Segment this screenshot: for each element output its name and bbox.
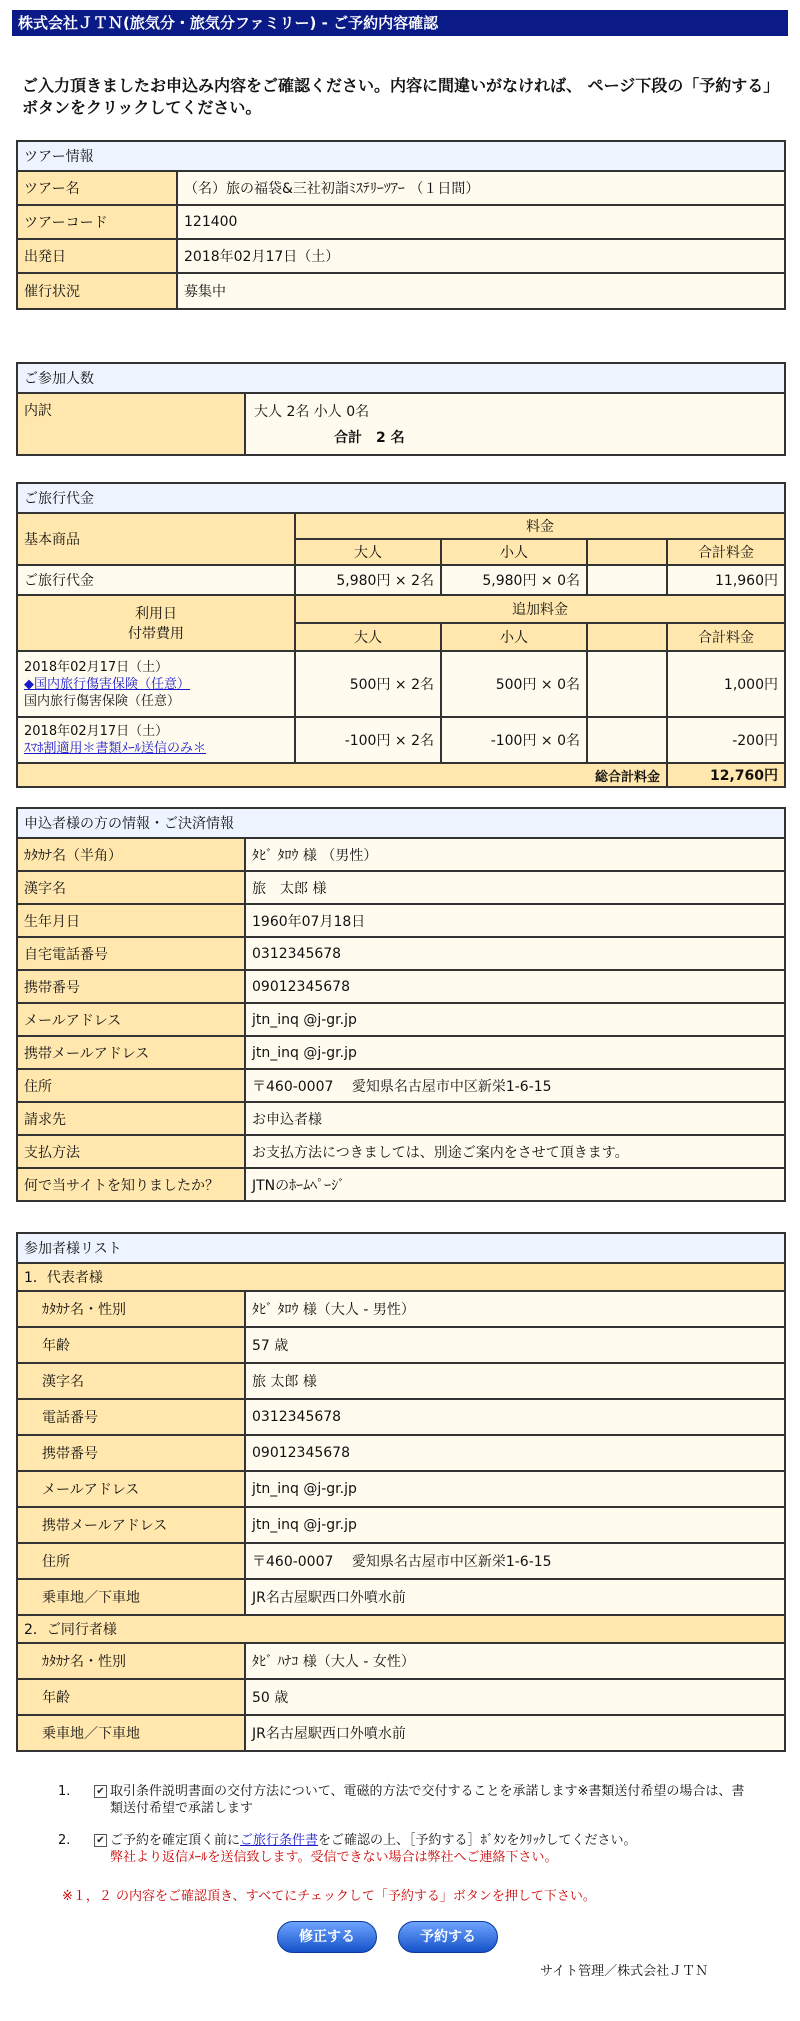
extra-item-2-date: 2018年02月17日（土） [24,724,169,739]
participants-heading: ご参加人数 [17,363,785,393]
applicant-kana-label: ｶﾀｶﾅ名（半角） [17,838,245,871]
rep-phone-value: 0312345678 [245,1399,785,1435]
adult-column-header: 大人 [295,539,441,565]
participant-list-table [16,1232,786,1752]
consent-item-2-number: 2. [58,1833,71,1848]
consent-item-1-checkbox[interactable]: ✔ [94,1785,107,1798]
extra-fee-label: 追加料金 [295,595,785,623]
tour-fee-total: 11,960円 [667,565,785,595]
rep-address-label: 住所 [17,1543,245,1579]
applicant-kanji-value: 旅 太郎 様 [245,871,785,904]
rep-boarding-label: 乗車地／下車地 [17,1579,245,1615]
applicant-address-value: 〒460-0007 愛知県名古屋市中区新栄1-6-15 [245,1069,785,1102]
basic-product-label: 基本商品 [17,513,295,565]
edit-button[interactable]: 修正する [277,1921,377,1953]
comp-age-label: 年齢 [17,1679,245,1715]
rep-mobile-email-value: jtn_inq @j-gr.jp [245,1507,785,1543]
comp-boarding-label: 乗車地／下車地 [17,1715,245,1751]
tour-info-table [16,140,786,310]
tour-fee-label: ご旅行代金 [17,565,295,595]
intro-text: ご入力頂きましたお申込み内容をご確認ください。内容に間違いがなければ、 ページ下段の「予約する」ボタンをクリックしてください。 [22,76,780,117]
extra-item-1-total: 1,000円 [667,651,785,717]
rep-kana-label: ｶﾀｶﾅ名・性別 [17,1291,245,1327]
extra-total-header: 合計料金 [667,623,785,651]
blank-column-header [587,539,667,565]
rep-age-value: 57 歳 [245,1327,785,1363]
applicant-payment-label: 支払方法 [17,1135,245,1168]
consent-item-2-text [110,1832,750,1866]
tour-code-value: 121400 [177,205,785,239]
fee-label: 料金 [295,513,785,539]
applicant-referral-value: JTNのﾎｰﾑﾍﾟｰｼﾞ [245,1168,785,1201]
applicant-kana-value: ﾀﾋﾞ ﾀﾛｳ 様 （男性） [245,838,785,871]
applicant-billing-label: 請求先 [17,1102,245,1135]
child-column-header: 小人 [441,539,587,565]
applicant-kanji-label: 漢字名 [17,871,245,904]
consent-item-1-text: 取引条件説明書面の交付方法について、電磁的方法で交付することを承諾します※書類送付希望の場合は、書類送付希望で承諾します [110,1784,745,1816]
reply-mail-notice: 弊社より返信ﾒｰﾙを送信致します。受信できない場合は弊社へご連絡下さい。 [110,1850,558,1865]
applicant-home-phone-label: 自宅電話番号 [17,937,245,970]
comp-boarding-value: JR名古屋駅西口外噴水前 [245,1715,785,1751]
comp-age-value: 50 歳 [245,1679,785,1715]
applicant-billing-value: お申込者様 [245,1102,785,1135]
rep-kanji-label: 漢字名 [17,1363,245,1399]
extra-date-header [17,595,295,651]
extra-item-1-child: 500円 × 0名 [441,651,587,717]
participants-total: 合計 2 名 [334,430,405,446]
applicant-mobile-email-label: 携帯メールアドレス [17,1036,245,1069]
participants-breakdown-label: 内訳 [17,393,245,455]
reserve-button[interactable]: 予約する [398,1921,498,1953]
tour-fee-child: 5,980円 × 0名 [441,565,587,595]
consent-item-1-number: 1. [58,1784,71,1799]
applicant-birthdate-value: 1960年07月18日 [245,904,785,937]
applicant-home-phone-value: 0312345678 [245,937,785,970]
extra-item-1 [17,651,295,717]
applicant-payment-value: お支払方法につきましては、別途ご案内をさせて頂きます。 [245,1135,785,1168]
tour-status-label: 催行状況 [17,273,177,309]
participants-breakdown-text: 大人 2名 小人 0名 [254,404,370,420]
rep-mobile-value: 09012345678 [245,1435,785,1471]
usage-date-label: 利用日 [135,606,177,622]
tour-name-value: （名）旅の福袋&三社初詣ﾐｽﾃﾘｰﾂｱｰ （１日間） [177,171,785,205]
extra-item-2-adult: -100円 × 2名 [295,717,441,763]
applicant-mobile-label: 携帯番号 [17,970,245,1003]
participants-breakdown [245,393,785,455]
grand-total-value: 12,760円 [667,763,785,787]
check-warning: ※１，２ の内容をご確認頂き、すべてにチェックして「予約する」ボタンを押して下さい。 [62,1889,596,1904]
comp-kana-label: ｶﾀｶﾅ名・性別 [17,1643,245,1679]
consent-item-2-post: をご確認の上、［予約する］ﾎﾞﾀﾝをｸﾘｯｸしてください。 [318,1833,637,1848]
extra-blank-header [587,623,667,651]
rep-phone-label: 電話番号 [17,1399,245,1435]
page-title: 株式会社ＪＴＮ(旅気分・旅気分ファミリー) - ご予約内容確認 [18,14,439,32]
applicant-mobile-value: 09012345678 [245,970,785,1003]
applicant-table [16,807,786,1202]
insurance-link[interactable]: ◆国内旅行傷害保険（任意） [24,676,190,692]
rep-address-value: 〒460-0007 愛知県名古屋市中区新栄1-6-15 [245,1543,785,1579]
price-table [16,482,786,788]
extra-item-2-blank [587,717,667,763]
companion-heading: 2．ご同行者様 [17,1615,785,1643]
smartphone-discount-link[interactable]: ｽﾏﾎ割適用＊書類ﾒｰﾙ送信のみ＊ [24,741,207,756]
grand-total-label: 総合計料金 [17,763,667,787]
comp-kana-value: ﾀﾋﾞ ﾊﾅｺ 様（大人 - 女性） [245,1643,785,1679]
representative-heading: 1．代表者様 [17,1263,785,1291]
extra-adult-header: 大人 [295,623,441,651]
tour-status-value: 募集中 [177,273,785,309]
tour-fee-blank [587,565,667,595]
applicant-email-label: メールアドレス [17,1003,245,1036]
tour-name-label: ツアー名 [17,171,177,205]
tour-info-heading: ツアー情報 [17,141,785,171]
rep-age-label: 年齢 [17,1327,245,1363]
rep-email-label: メールアドレス [17,1471,245,1507]
participants-table [16,362,786,456]
rep-kana-value: ﾀﾋﾞ ﾀﾛｳ 様（大人 - 男性） [245,1291,785,1327]
applicant-mobile-email-value: jtn_inq @j-gr.jp [245,1036,785,1069]
applicant-heading: 申込者様の方の情報・ご決済情報 [17,808,785,838]
extra-fee-item-label: 付帯費用 [128,626,184,642]
extra-item-1-date: 2018年02月17日（土） [24,659,169,675]
departure-date-value: 2018年02月17日（土） [177,239,785,273]
applicant-referral-label: 何で当サイトを知りましたか？ [17,1168,245,1201]
tour-fee-adult: 5,980円 × 2名 [295,565,441,595]
rep-mobile-email-label: 携帯メールアドレス [17,1507,245,1543]
extra-item-2-total: -200円 [667,717,785,763]
consent-item-2-pre: ご予約を確定頂く前に [110,1833,241,1848]
extra-item-1-adult: 500円 × 2名 [295,651,441,717]
page-title-bar [12,10,788,36]
applicant-birthdate-label: 生年月日 [17,904,245,937]
consent-item-2-checkbox[interactable]: ✔ [94,1834,107,1847]
rep-boarding-value: JR名古屋駅西口外噴水前 [245,1579,785,1615]
rep-kanji-value: 旅 太郎 様 [245,1363,785,1399]
extra-item-1-note: 国内旅行傷害保険（任意） [24,693,181,709]
price-heading: ご旅行代金 [17,483,785,513]
footer-site-admin: サイト管理／株式会社ＪＴＮ [540,1964,709,1979]
extra-item-2-child: -100円 × 0名 [441,717,587,763]
rep-email-value: jtn_inq @j-gr.jp [245,1471,785,1507]
tour-code-label: ツアーコード [17,205,177,239]
total-column-header: 合計料金 [667,539,785,565]
consent-item-1 [58,1783,745,1819]
extra-child-header: 小人 [441,623,587,651]
extra-item-1-blank [587,651,667,717]
applicant-email-value: jtn_inq @j-gr.jp [245,1003,785,1036]
departure-date-label: 出発日 [17,239,177,273]
rep-mobile-label: 携帯番号 [17,1435,245,1471]
applicant-address-label: 住所 [17,1069,245,1102]
participant-list-heading: 参加者様リスト [17,1233,785,1263]
consent-item-2 [58,1832,738,1868]
travel-terms-link[interactable]: ご旅行条件書 [240,1833,319,1848]
extra-item-2 [17,717,295,763]
